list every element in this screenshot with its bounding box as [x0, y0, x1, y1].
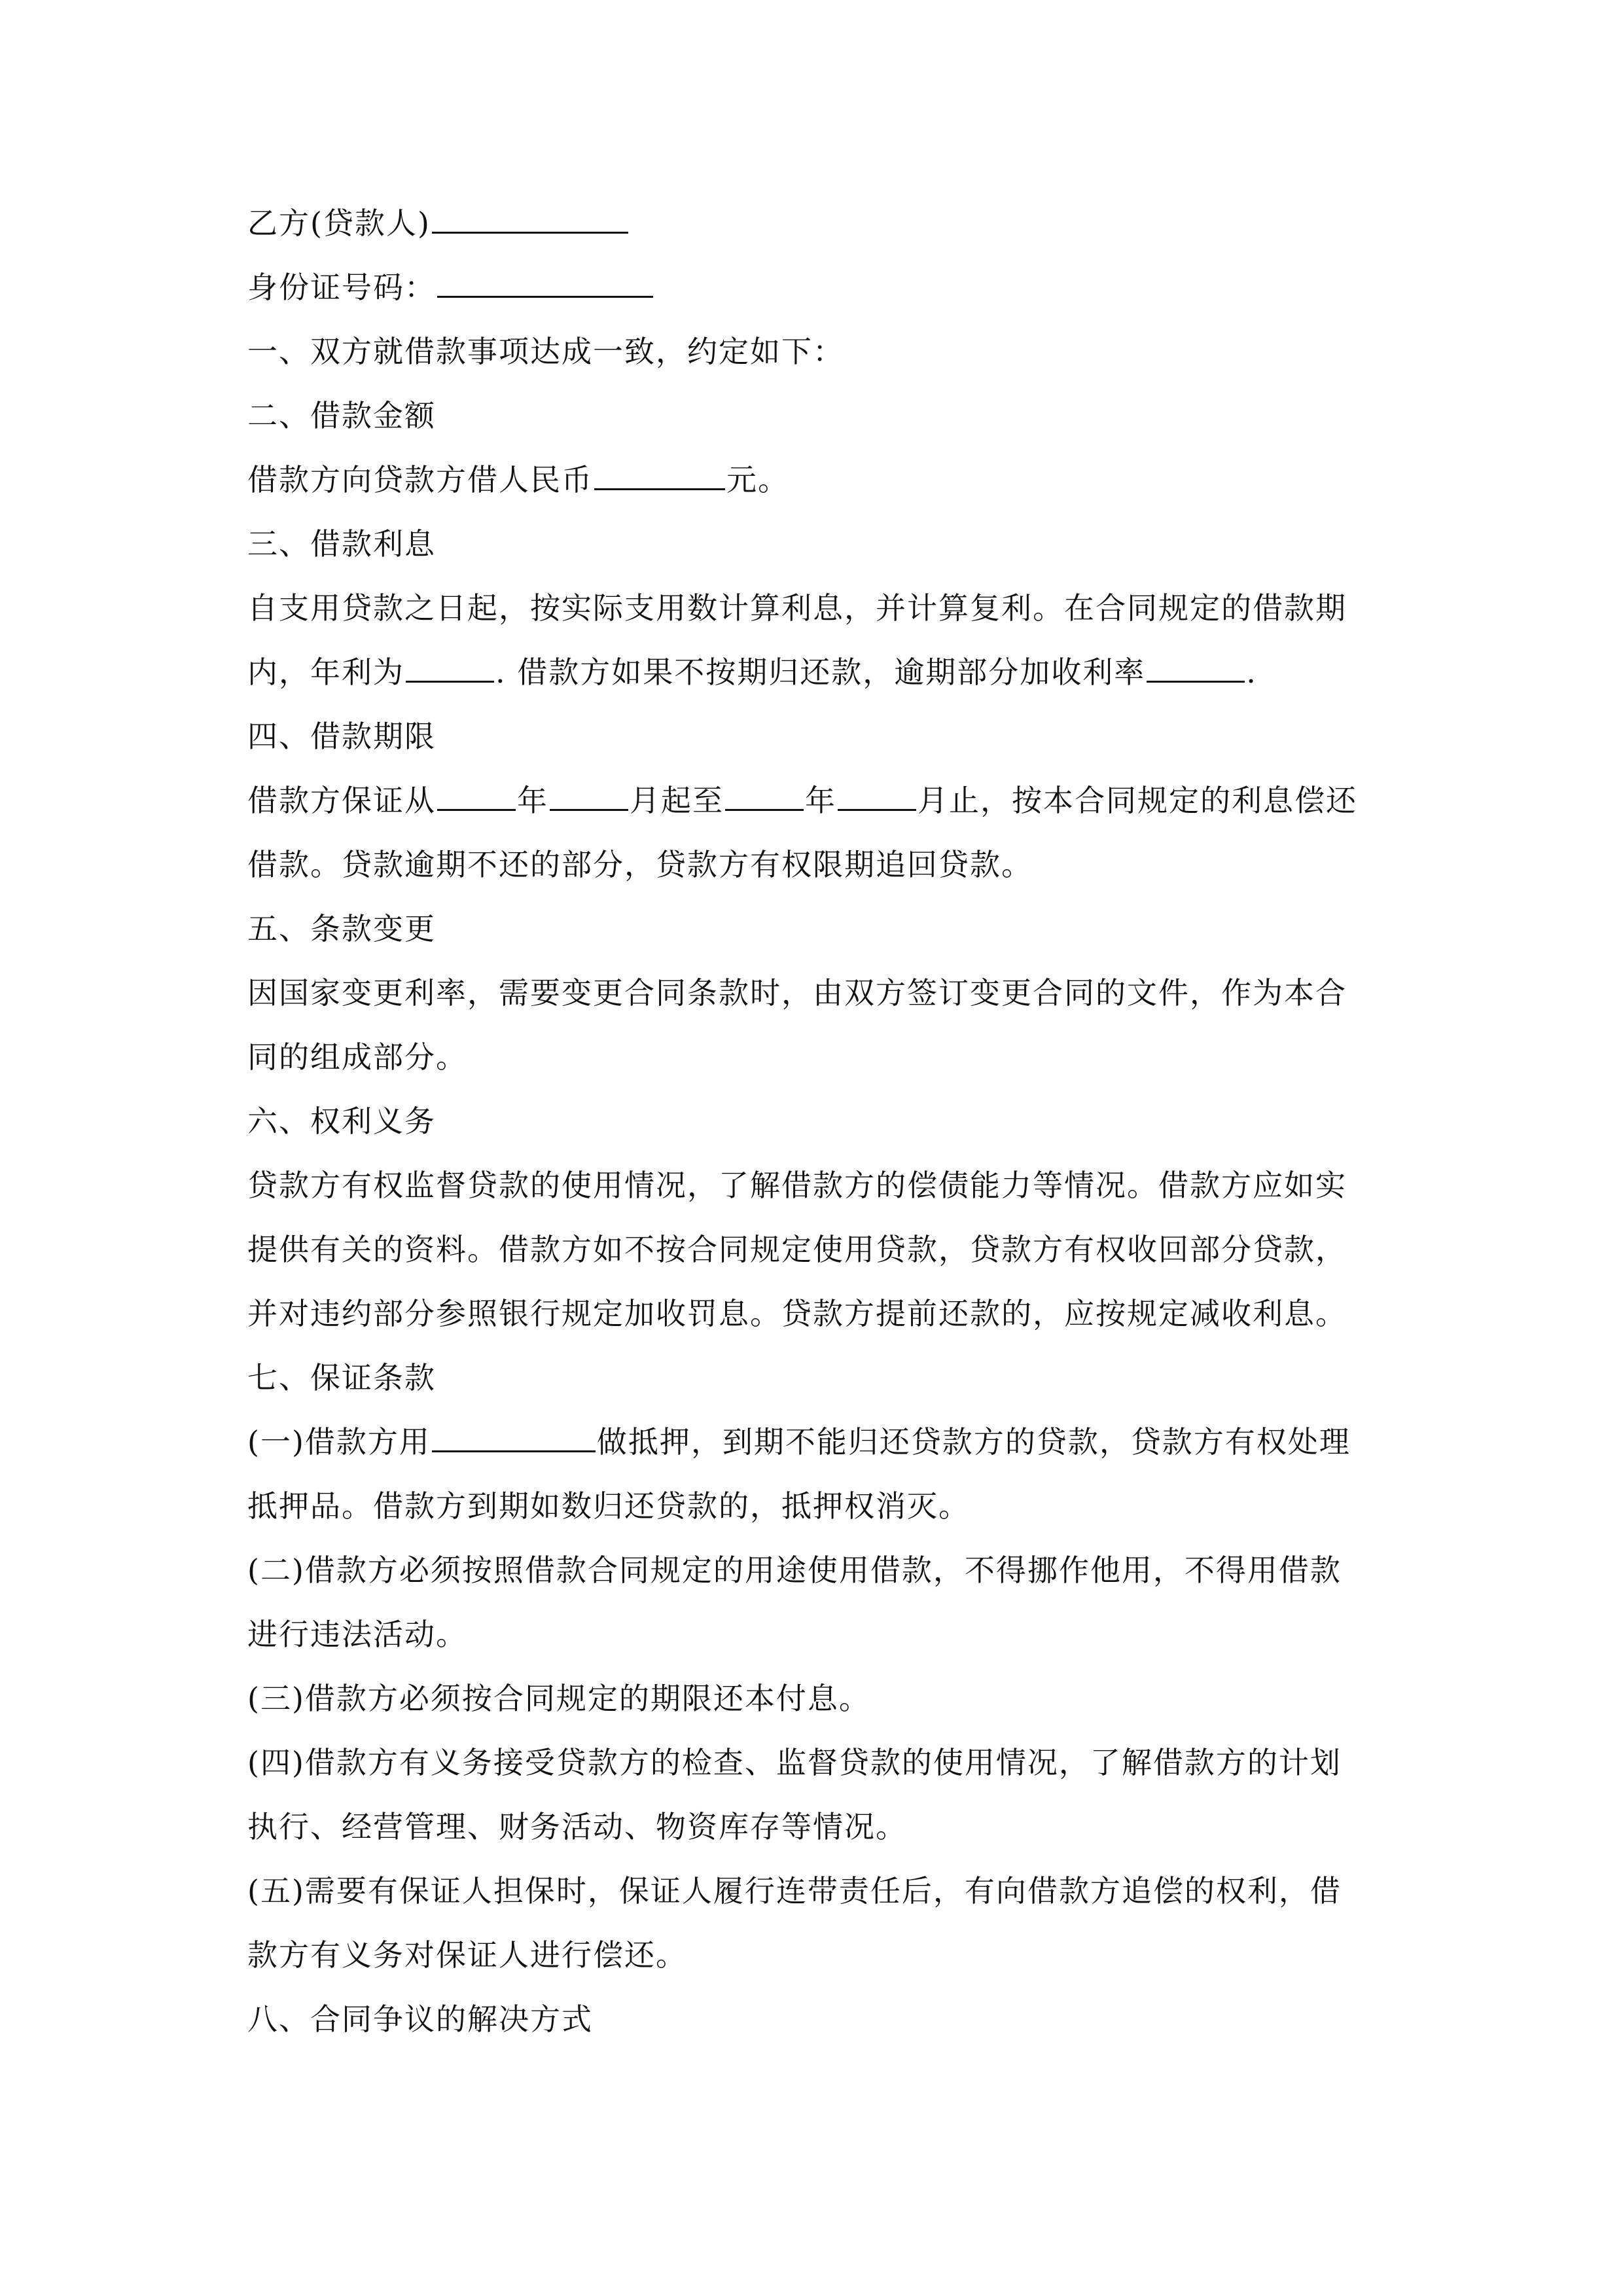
end-month-blank[interactable] — [838, 776, 916, 811]
id-number-label: 身份证号码： — [247, 270, 436, 305]
guarantee-2-line-2: 进行违法活动。 — [247, 1617, 467, 1652]
start-year-blank[interactable] — [437, 776, 516, 811]
guarantee-2-line-1: (二)借款方必须按照借款合同规定的用途使用借款，不得挪作他用，不得用借款 — [247, 1552, 1342, 1588]
term-line-1 — [247, 768, 1399, 833]
guarantee-1-text-b: 做抵押，到期不能归还贷款方的贷款，贷款方有权处理 — [596, 1424, 1351, 1460]
loan-amount-blank[interactable] — [594, 456, 725, 490]
annual-rate-blank[interactable] — [406, 648, 494, 683]
party-b-label: 乙方(贷款人) — [247, 206, 431, 241]
party-b-blank[interactable] — [432, 199, 628, 234]
guarantee-3-line-1: (三)借款方必须按合同规定的期限还本付息。 — [247, 1681, 870, 1716]
change-line-1: 因国家变更利率，需要变更合同条款时，由双方签订变更合同的文件，作为本合 — [247, 975, 1347, 1011]
term-month-2: 月止，按本合同规定的利息偿还 — [918, 783, 1357, 818]
rights-line-1: 贷款方有权监督贷款的使用情况，了解借款方的偿债能力等情况。借款方应如实 — [247, 1168, 1347, 1203]
interest-line-1: 自支用贷款之日起，按实际支用数计算利息，并计算复利。在合同规定的借款期 — [247, 590, 1347, 626]
guarantee-1-line-2: 抵押品。借款方到期如数归还贷款的，抵押权消灭。 — [247, 1488, 970, 1524]
guarantee-5-line-1: (五)需要有保证人担保时，保证人履行连带责任后，有向借款方追偿的权利，借 — [247, 1873, 1342, 1909]
start-month-blank[interactable] — [550, 776, 628, 811]
interest-line-2 — [247, 640, 1399, 704]
section-1-heading: 一、双方就借款事项达成一致，约定如下： — [247, 334, 844, 369]
term-month-1: 月起至 — [630, 783, 724, 818]
collateral-blank[interactable] — [432, 1418, 596, 1452]
interest-rate-label: 内，年利为 — [247, 655, 404, 690]
term-start-text: 借款方保证从 — [247, 783, 436, 818]
contract-body — [247, 191, 1399, 2051]
interest-end-period: . — [1246, 655, 1257, 690]
id-number-blank[interactable] — [437, 263, 653, 298]
section-5-heading: 五、条款变更 — [247, 911, 436, 946]
guarantee-4-line-1: (四)借款方有义务接受贷款方的检查、监督贷款的使用情况，了解借款方的计划 — [247, 1745, 1342, 1780]
section-7-heading: 七、保证条款 — [247, 1360, 436, 1395]
loan-amount-unit: 元。 — [726, 462, 789, 497]
change-line-2: 同的组成部分。 — [247, 1039, 467, 1075]
guarantee-1-text-a: (一)借款方用 — [247, 1424, 431, 1460]
section-6-heading: 六、权利义务 — [247, 1103, 436, 1139]
section-4-heading: 四、借款期限 — [247, 719, 436, 754]
guarantee-1-line-1 — [247, 1410, 1399, 1474]
overdue-rate-blank[interactable] — [1147, 648, 1245, 683]
rights-line-3: 并对违约部分参照银行规定加收罚息。贷款方提前还款的，应按规定减收利息。 — [247, 1296, 1347, 1331]
term-line-2: 借款。贷款逾期不还的部分，贷款方有权限期追回贷款。 — [247, 847, 1033, 882]
loan-amount-line — [247, 448, 1399, 512]
guarantee-4-line-2: 执行、经营管理、财务活动、物资库存等情况。 — [247, 1809, 907, 1844]
term-year-2: 年 — [805, 783, 836, 818]
end-year-blank[interactable] — [725, 776, 804, 811]
party-b-line — [247, 191, 1399, 255]
loan-amount-text: 借款方向贷款方借人民币 — [247, 462, 593, 497]
guarantee-5-line-2: 款方有义务对保证人进行偿还。 — [247, 1937, 687, 1973]
rights-line-2: 提供有关的资料。借款方如不按合同规定使用贷款，贷款方有权收回部分贷款， — [247, 1232, 1347, 1267]
id-number-line — [247, 255, 1399, 319]
term-year-1: 年 — [517, 783, 548, 818]
section-8-heading: 八、合同争议的解决方式 — [247, 2001, 593, 2037]
section-2-heading: 二、借款金额 — [247, 398, 436, 433]
overdue-text: . 借款方如果不按期归还款，逾期部分加收利率 — [495, 655, 1146, 690]
section-3-heading: 三、借款利息 — [247, 526, 436, 562]
